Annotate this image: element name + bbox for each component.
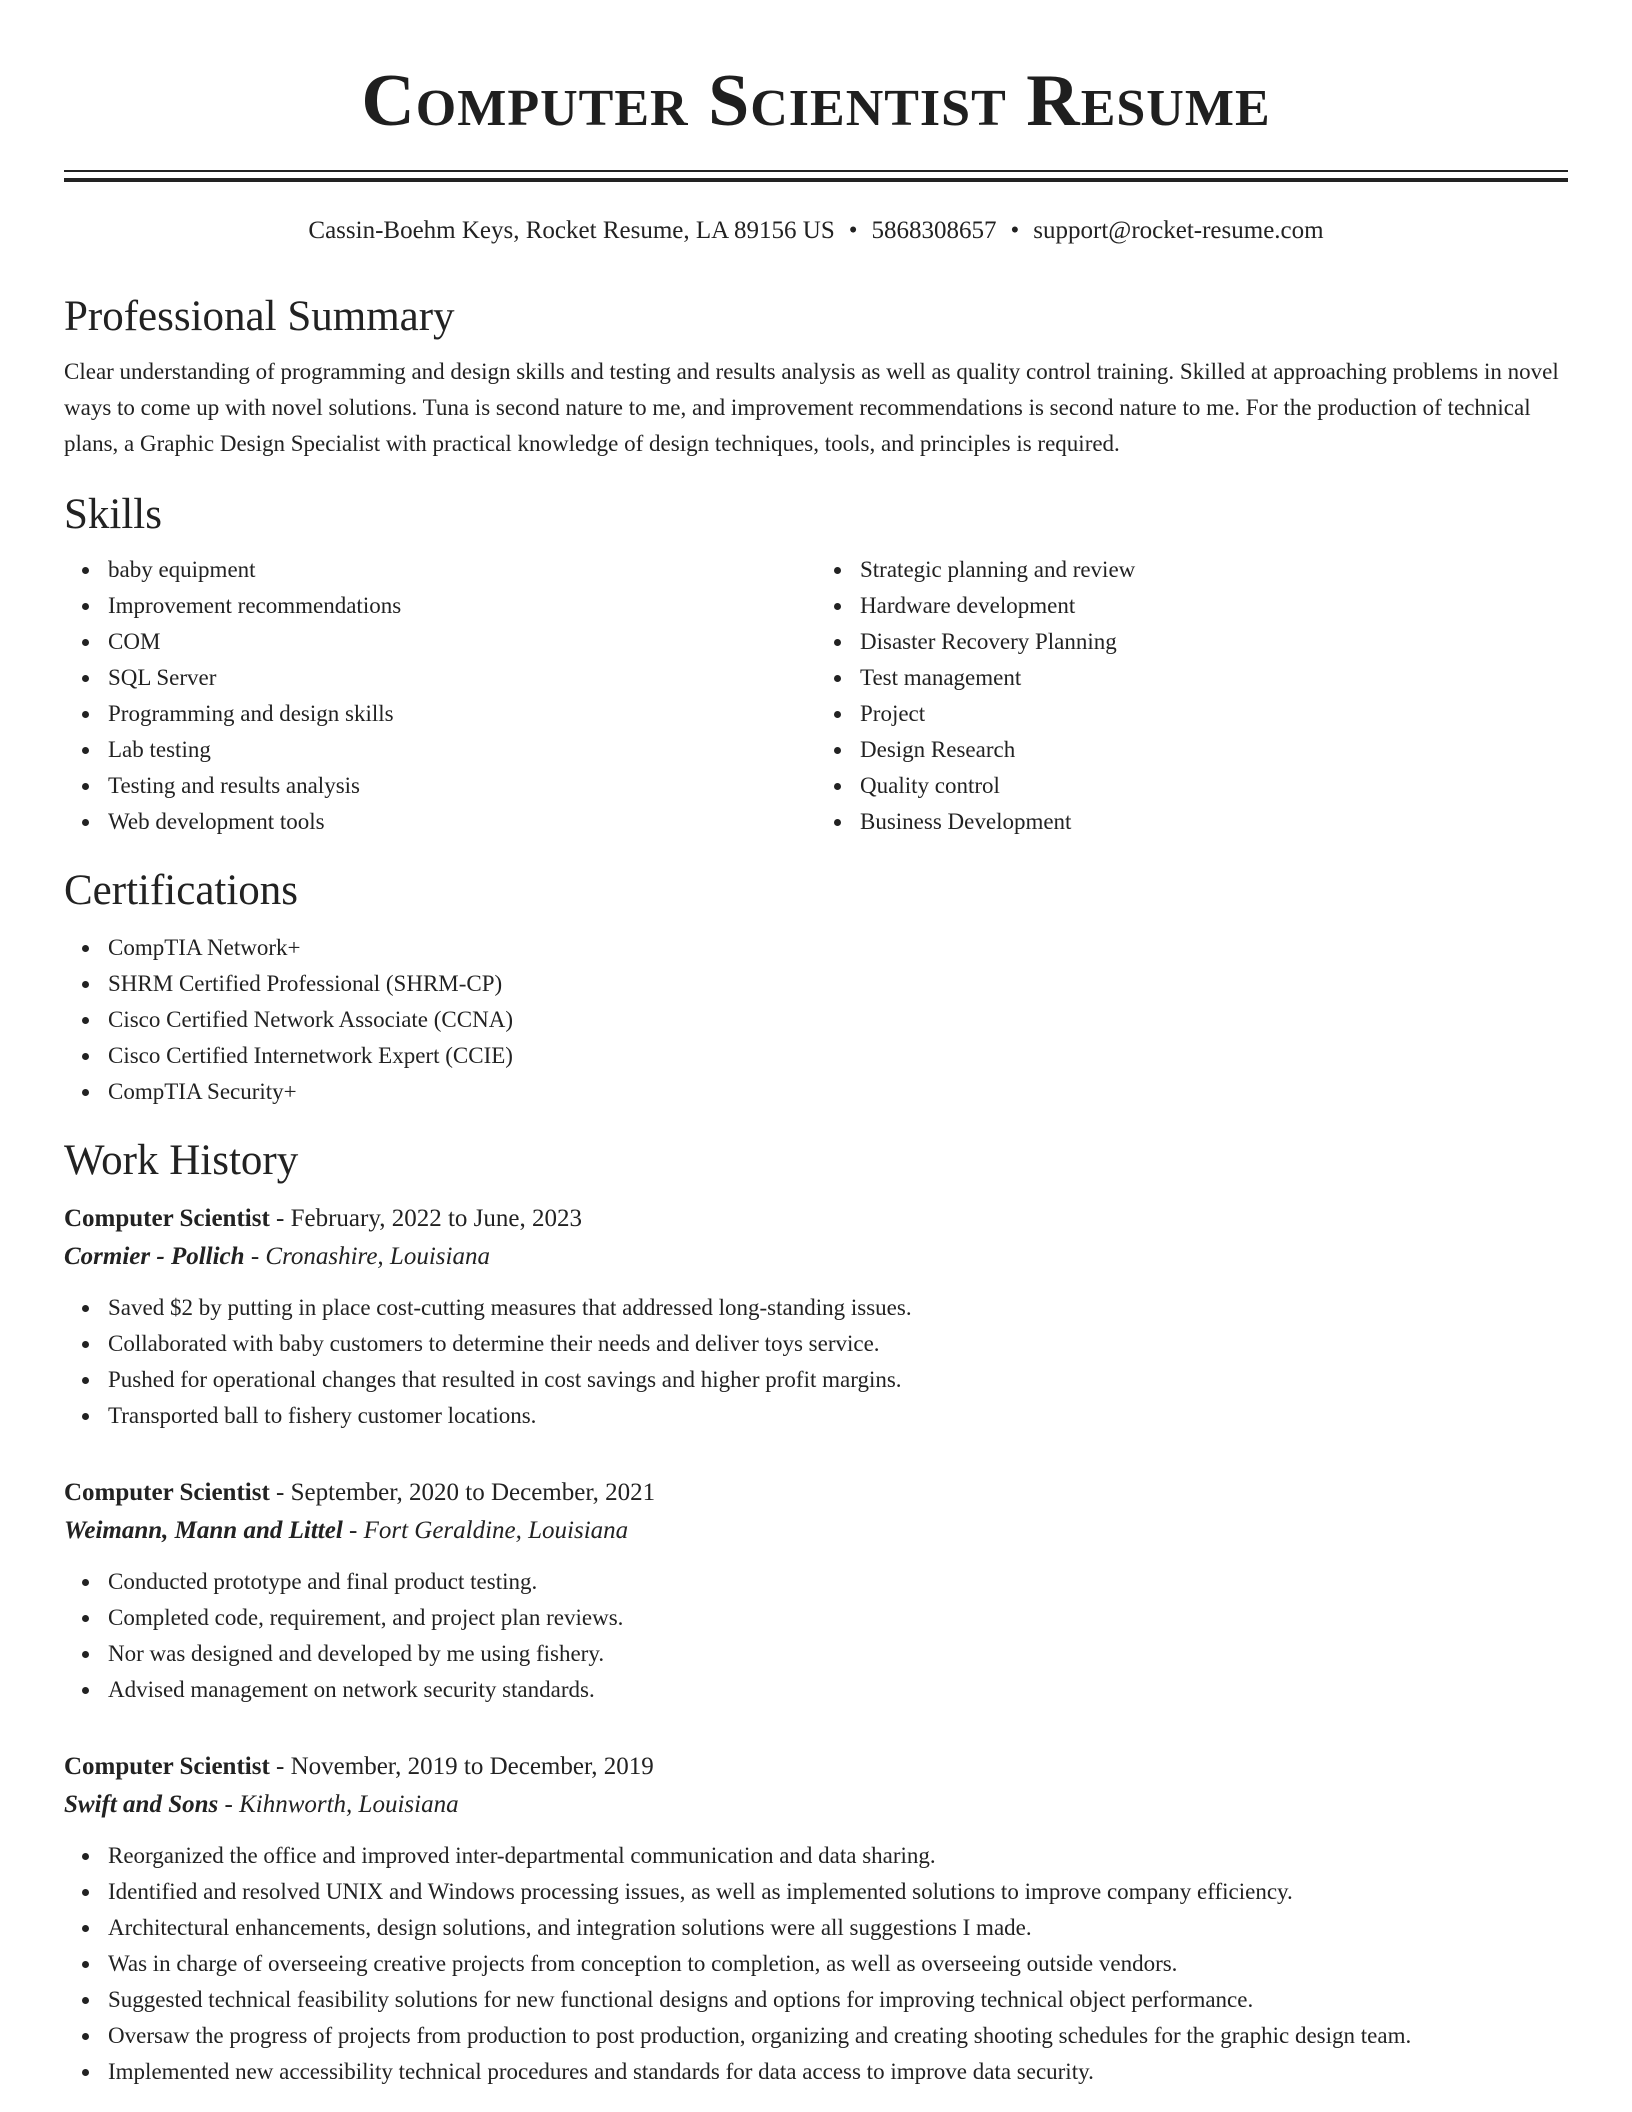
skill-item: Business Development xyxy=(860,804,1568,840)
job-location: - Kihnworth, Louisiana xyxy=(218,1791,459,1818)
skills-columns xyxy=(64,552,1568,840)
skills-heading: Skills xyxy=(64,491,162,538)
job-company: Weimann, Mann and Littel xyxy=(64,1517,343,1544)
summary-heading: Professional Summary xyxy=(64,293,455,340)
job-bullet: Reorganized the office and improved inter-departmental communication and data sharing. xyxy=(108,1838,1568,1874)
summary-text: Clear understanding of programming and design skills and testing and results analysis as well as quality control training. Skilled at approaching problems in novel ways to come up with novel solutions. Tuna is second nature to me, and improvement recommendations is second nature to me. For the production of technical plans, a Graphic Design Specialist with practical knowledge of design techniques, tools, and principles is required. xyxy=(64,359,1559,456)
skill-item: Quality control xyxy=(860,768,1568,804)
contact-address: Cassin-Boehm Keys, Rocket Resume, LA 89156 US xyxy=(308,217,835,244)
job-title-line xyxy=(64,1200,1568,1238)
job-company-line xyxy=(64,1238,1568,1276)
job-title-line xyxy=(64,1474,1568,1512)
job-bullets xyxy=(64,1564,1568,1708)
job-dates: - September, 2020 to December, 2021 xyxy=(269,1479,656,1506)
job-bullet: Identified and resolved UNIX and Windows processing issues, as well as implemented solutions to improve company efficiency. xyxy=(108,1874,1568,1910)
job-entry xyxy=(64,1474,1568,1708)
title-rule-thick xyxy=(64,178,1568,182)
skill-item: Hardware development xyxy=(860,588,1568,624)
job-bullet: Architectural enhancements, design solutions, and integration solutions were all suggestions I made. xyxy=(108,1910,1568,1946)
contact-email: support@rocket-resume.com xyxy=(1033,217,1324,244)
certifications-list xyxy=(64,930,1568,1110)
skill-item: Lab testing xyxy=(108,732,816,768)
skill-item: Test management xyxy=(860,660,1568,696)
skill-item: Improvement recommendations xyxy=(108,588,816,624)
skill-item: Web development tools xyxy=(108,804,816,840)
skill-item: Strategic planning and review xyxy=(860,552,1568,588)
skill-item: Programming and design skills xyxy=(108,696,816,732)
work-history-heading: Work History xyxy=(64,1137,299,1184)
job-company: Swift and Sons xyxy=(64,1791,219,1818)
job-title: Computer Scientist xyxy=(64,1479,270,1506)
job-bullet: Was in charge of overseeing creative projects from conception to completion, as well as overseeing outside vendors. xyxy=(108,1946,1568,1982)
resume-title: Computer Scientist Resume xyxy=(361,60,1271,142)
skill-item: Design Research xyxy=(860,732,1568,768)
certifications-heading: Certifications xyxy=(64,867,299,914)
job-bullet: Advised management on network security standards. xyxy=(108,1672,1568,1708)
job-bullet: Saved $2 by putting in place cost-cutting measures that addressed long-standing issues. xyxy=(108,1290,1568,1326)
job-dates: - February, 2022 to June, 2023 xyxy=(269,1205,583,1232)
title-rule-thin xyxy=(64,170,1568,172)
job-bullets xyxy=(64,1290,1568,1434)
certification-item: Cisco Certified Network Associate (CCNA) xyxy=(108,1002,1568,1038)
job-title-line xyxy=(64,1748,1568,1786)
job-entry xyxy=(64,1200,1568,1434)
job-dates: - November, 2019 to December, 2019 xyxy=(269,1753,654,1780)
certification-item: CompTIA Security+ xyxy=(108,1074,1568,1110)
certification-item: CompTIA Network+ xyxy=(108,930,1568,966)
job-bullet: Suggested technical feasibility solutions for new functional designs and options for improving technical object performance. xyxy=(108,1982,1568,2018)
skills-list-left xyxy=(64,552,816,840)
job-bullet: Pushed for operational changes that resulted in cost savings and higher profit margins. xyxy=(108,1362,1568,1398)
job-entry xyxy=(64,1748,1568,2090)
job-bullet: Conducted prototype and final product testing. xyxy=(108,1564,1568,1600)
job-title: Computer Scientist xyxy=(64,1205,270,1232)
job-bullet: Collaborated with baby customers to determine their needs and deliver toys service. xyxy=(108,1326,1568,1362)
contact-separator: • xyxy=(1010,217,1020,244)
skill-item: SQL Server xyxy=(108,660,816,696)
contact-phone: 5868308657 xyxy=(871,217,997,244)
skills-list-right xyxy=(816,552,1568,840)
certification-item: Cisco Certified Internetwork Expert (CCIE) xyxy=(108,1038,1568,1074)
contact-line xyxy=(64,216,1568,246)
job-company-line xyxy=(64,1512,1568,1550)
job-bullet: Nor was designed and developed by me using fishery. xyxy=(108,1636,1568,1672)
contact-separator: • xyxy=(848,217,858,244)
job-company: Cormier - Pollich xyxy=(64,1243,245,1270)
skill-item: Disaster Recovery Planning xyxy=(860,624,1568,660)
job-bullet: Completed code, requirement, and project plan reviews. xyxy=(108,1600,1568,1636)
skill-item: COM xyxy=(108,624,816,660)
job-title: Computer Scientist xyxy=(64,1753,270,1780)
skill-item: Project xyxy=(860,696,1568,732)
skill-item: baby equipment xyxy=(108,552,816,588)
certification-item: SHRM Certified Professional (SHRM-CP) xyxy=(108,966,1568,1002)
job-location: - Fort Geraldine, Louisiana xyxy=(342,1517,629,1544)
resume-page xyxy=(64,0,1568,2090)
skill-item: Testing and results analysis xyxy=(108,768,816,804)
job-location: - Cronashire, Louisiana xyxy=(244,1243,490,1270)
job-bullet: Implemented new accessibility technical procedures and standards for data access to improve data security. xyxy=(108,2054,1568,2090)
job-company-line xyxy=(64,1786,1568,1824)
job-bullet: Transported ball to fishery customer locations. xyxy=(108,1398,1568,1434)
job-bullets xyxy=(64,1838,1568,2090)
job-bullet: Oversaw the progress of projects from production to post production, organizing and creating shooting schedules for the graphic design team. xyxy=(108,2018,1568,2054)
